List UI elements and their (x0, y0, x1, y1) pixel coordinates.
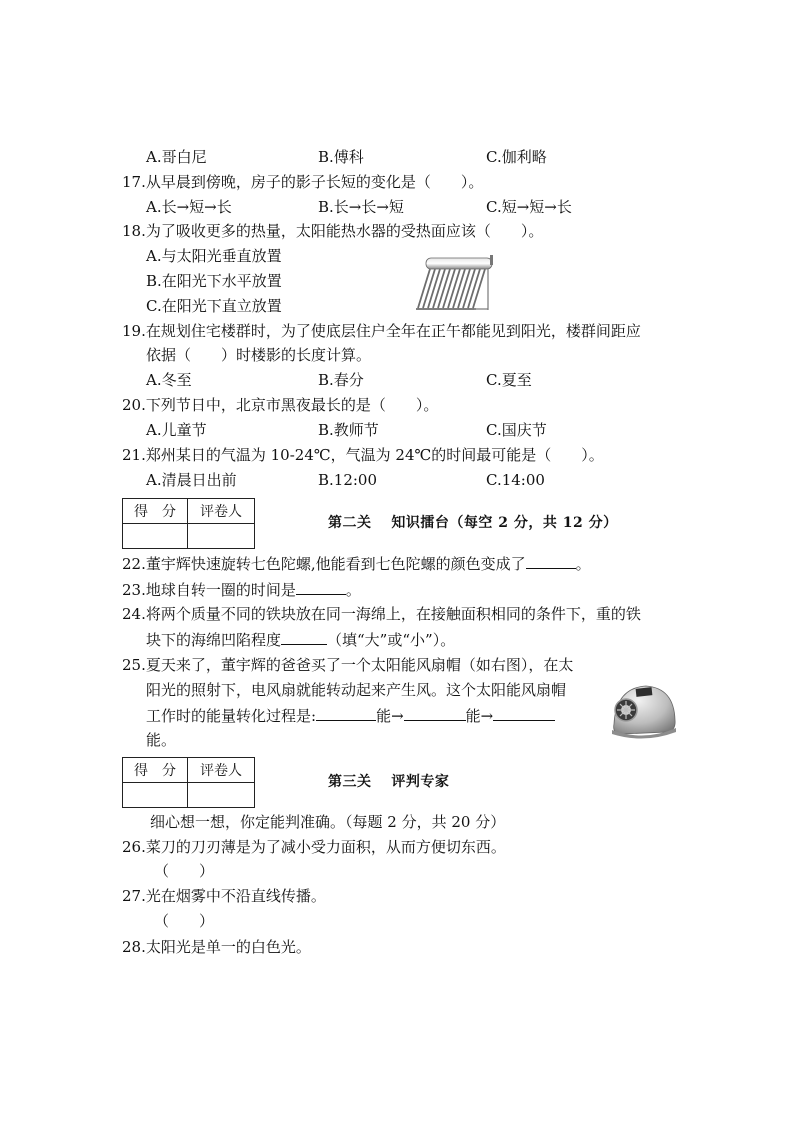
q25-question-line3 (146, 706, 555, 725)
q16-option-c: C.伽利略 (486, 148, 547, 166)
q27-answer-paren[interactable]: （ ） (154, 912, 215, 930)
q25-question-line1: 25.夏天来了，董宇辉的爸爸买了一个太阳能风扇帽（如右图），在太 (122, 656, 574, 674)
grader-label: 评卷人 (188, 499, 255, 524)
q25-arrow-2: 能→ (465, 707, 494, 725)
q18-option-c: C.在阳光下直立放置 (146, 297, 282, 315)
score-cell[interactable] (123, 524, 188, 549)
q19-question-line1: 19.在规划住宅楼群时，为了使底层住户全年在正午都能见到阳光，楼群间距应 (122, 322, 641, 340)
score-box-section3 (122, 757, 255, 808)
q25-answer-blank-3[interactable] (493, 706, 555, 721)
q22-end: 。 (575, 555, 591, 573)
q20-question: 20.下列节日中，北京市黑夜最长的是（ ）。 (122, 396, 439, 414)
q26-question: 26.菜刀的刀刃薄是为了减小受力面积，从而方便切东西。 (122, 838, 506, 856)
q23-question (122, 580, 361, 599)
q27-question: 27.光在烟雾中不沿直线传播。 (122, 887, 326, 905)
q21-option-c: C.14:00 (486, 471, 545, 489)
q25-answer-blank-1[interactable] (316, 706, 376, 721)
solar-fan-helmet-image (610, 680, 678, 742)
q22-question (122, 554, 591, 573)
q17-option-c: C.短→短→长 (486, 198, 572, 216)
q19-question-line2: 依据（ ）时楼影的长度计算。 (146, 346, 372, 364)
score-label: 得 分 (123, 758, 188, 783)
q22-answer-blank[interactable] (526, 554, 576, 569)
section3-title: 第三关 评判专家 (328, 774, 450, 790)
score-box-section2 (122, 498, 255, 549)
q24-text-a: 块下的海绵凹陷程度 (146, 631, 282, 649)
q21-option-a: A.清晨日出前 (146, 471, 237, 489)
q24-text-b: （填“大”或“小”）。 (327, 631, 456, 649)
q22-text: 22.董宇辉快速旋转七色陀螺,他能看到七色陀螺的颜色变成了 (122, 555, 526, 573)
score-label: 得 分 (123, 499, 188, 524)
q16-option-b: B.傅科 (318, 148, 364, 166)
q25-question-line2: 阳光的照射下，电风扇就能转动起来产生风。这个太阳能风扇帽 (146, 681, 567, 699)
q19-option-b: B.春分 (318, 371, 364, 389)
section3-intro: 细心想一想，你定能判准确。（每题 2 分，共 20 分） (150, 813, 506, 831)
q20-option-c: C.国庆节 (486, 421, 547, 439)
q24-answer-blank[interactable] (281, 630, 327, 645)
q18-option-a: A.与太阳光垂直放置 (146, 247, 282, 265)
q23-answer-blank[interactable] (296, 580, 346, 595)
q18-question: 18.为了吸收更多的热量，太阳能热水器的受热面应该（ ）。 (122, 222, 544, 240)
q25-question-line4: 能。 (146, 731, 177, 749)
q26-answer-paren[interactable]: （ ） (154, 862, 215, 880)
section2-title: 第二关 知识擂台（每空 2 分，共 12 分） (328, 515, 618, 531)
q20-option-a: A.儿童节 (146, 421, 207, 439)
q23-text: 23.地球自转一圈的时间是 (122, 581, 296, 599)
q17-option-a: A.长→短→长 (146, 198, 232, 216)
q21-question: 21.郑州某日的气温为 10-24℃，气温为 24℃的时间最可能是（ ）。 (122, 446, 604, 464)
q19-option-c: C.夏至 (486, 371, 532, 389)
q25-arrow-1: 能→ (376, 707, 404, 725)
q24-question-line2 (146, 630, 455, 649)
q19-option-a: A.冬至 (146, 371, 192, 389)
q16-option-a: A.哥白尼 (146, 148, 207, 166)
q25-answer-blank-2[interactable] (404, 706, 466, 721)
q18-option-b: B.在阳光下水平放置 (146, 272, 282, 290)
solar-water-heater-image (412, 252, 498, 314)
q20-option-b: B.教师节 (318, 421, 379, 439)
q25-text: 工作时的能量转化过程是: (146, 707, 317, 725)
q21-option-b: B.12:00 (318, 471, 378, 489)
q28-question: 28.太阳光是单一的白色光。 (122, 938, 311, 956)
q24-question-line1: 24.将两个质量不同的铁块放在同一海绵上，在接触面积相同的条件下，重的铁 (122, 605, 641, 623)
grader-cell[interactable] (188, 524, 255, 549)
q17-question: 17.从早晨到傍晚，房子的影子长短的变化是（ ）。 (122, 173, 484, 191)
score-cell[interactable] (123, 783, 188, 808)
grader-cell[interactable] (188, 783, 255, 808)
grader-label: 评卷人 (188, 758, 255, 783)
q17-option-b: B.长→长→短 (318, 198, 404, 216)
q23-end: 。 (345, 581, 361, 599)
